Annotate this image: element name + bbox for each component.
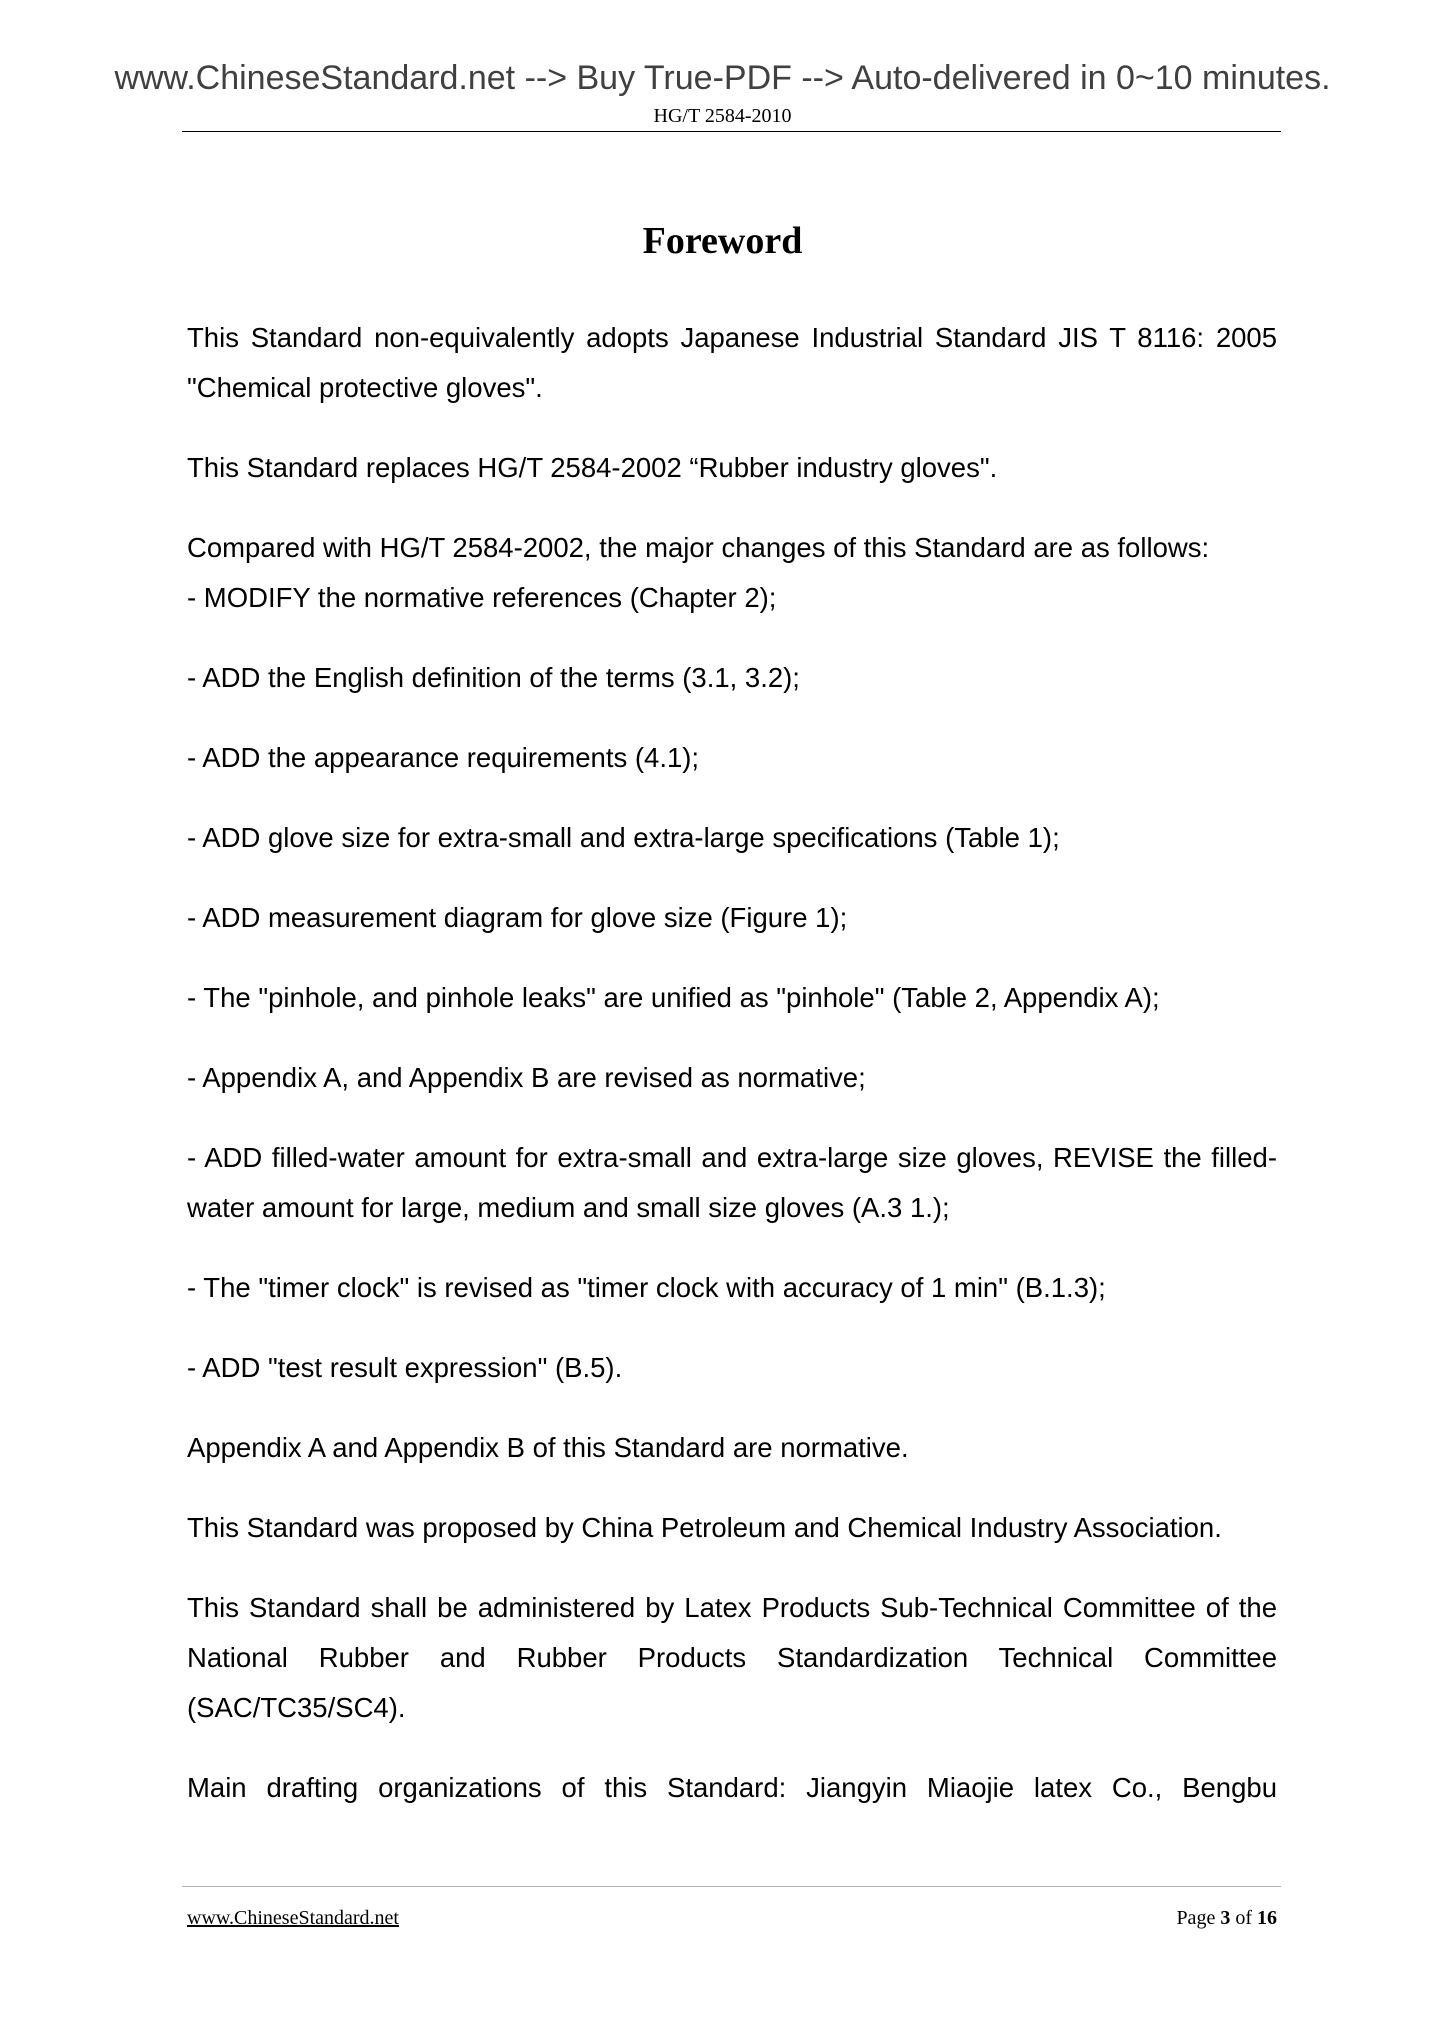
change-item: - ADD glove size for extra-small and extra-large specifications (Table 1); (187, 822, 1060, 853)
change-item: - ADD the English definition of the terms (3.1, 3.2); (187, 662, 800, 693)
change-item: - The "timer clock" is revised as "timer clock with accuracy of 1 min" (B.1.3); (187, 1272, 1106, 1303)
change-item: - The "pinhole, and pinhole leaks" are unified as "pinhole" (Table 2, Appendix A); (187, 982, 1160, 1013)
change-item: - ADD filled-water amount for extra-small and extra-large size gloves, REVISE the filled-water amount for large, medium and small size gloves (A.3 1.); (187, 1142, 1277, 1223)
page-of-label: of (1235, 1907, 1252, 1929)
standard-code: HG/T 2584-2010 (653, 105, 792, 127)
change-item: - ADD "test result expression" (B.5). (187, 1352, 623, 1383)
header-divider (182, 131, 1281, 132)
page-total: 16 (1257, 1907, 1277, 1929)
foreword-body (187, 313, 1277, 1843)
paragraph-administered-by: This Standard shall be administered by Latex Products Sub-Technical Committee of the National Rubber and Rubber Products Standardization Technical Committee (SAC/TC35/SC4). (187, 1592, 1277, 1723)
page-title: Foreword (642, 220, 803, 262)
footer-divider (182, 1886, 1281, 1887)
paragraph-changes-intro: Compared with HG/T 2584-2002, the major changes of this Standard are as follows: (187, 532, 1210, 563)
header-banner: www.ChineseStandard.net --> Buy True-PDF --> Auto-delivered in 0~10 minutes. (114, 59, 1331, 97)
change-item: - MODIFY the normative references (Chapter 2); (187, 582, 777, 613)
paragraph-proposed-by: This Standard was proposed by China Petroleum and Chemical Industry Association. (187, 1512, 1222, 1543)
change-item: - Appendix A, and Appendix B are revised as normative; (187, 1062, 866, 1093)
paragraph-replaces: This Standard replaces HG/T 2584-2002 “Rubber industry gloves". (187, 452, 998, 483)
page-current: 3 (1220, 1907, 1231, 1929)
paragraph-appendix-normative: Appendix A and Appendix B of this Standard are normative. (187, 1432, 909, 1463)
page-label: Page (1176, 1907, 1216, 1929)
change-item: - ADD the appearance requirements (4.1); (187, 742, 700, 773)
paragraph-adoption: This Standard non-equivalently adopts Japanese Industrial Standard JIS T 8116: 2005 "Chemical protective gloves". (187, 322, 1277, 403)
footer-website-link[interactable]: www.ChineseStandard.net (187, 1907, 399, 1929)
change-item: - ADD measurement diagram for glove size (Figure 1); (187, 902, 848, 933)
page-number (1176, 1906, 1277, 1930)
paragraph-drafting-organizations: Main drafting organizations of this Standard: Jiangyin Miaojie latex Co., Bengbu (187, 1772, 1277, 1803)
